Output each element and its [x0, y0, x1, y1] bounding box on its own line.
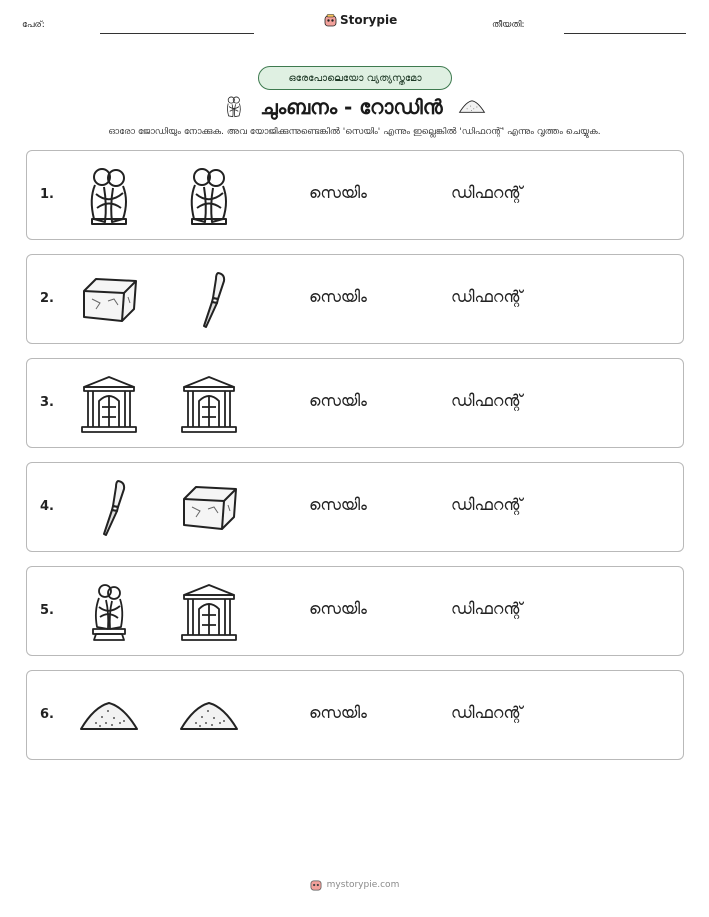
name-label: പേര്: — [22, 20, 45, 30]
different-option[interactable]: ഡിഫറന്റ് — [451, 703, 523, 722]
different-option[interactable]: ഡിഫറന്റ് — [451, 287, 523, 306]
question-row — [26, 254, 684, 344]
date-label: തീയതി: — [492, 20, 525, 30]
chisel-icon — [78, 477, 140, 539]
marble-block-icon — [78, 269, 140, 331]
instructions-text: ഓരോ ജോഡിയും നോക്കുക. അവ യോജിക്കുന്നുണ്ടെങ്കിൽ 'സെയിം' എന്നും ഇല്ലെങ്കിൽ 'ഡിഫറന്റ്' എന്നും വൃത്തം ചെയ്യുക. — [108, 127, 601, 137]
kiss-statue-icon — [178, 165, 240, 227]
date-field-line[interactable] — [564, 33, 686, 34]
question-row — [26, 462, 684, 552]
museum-door-icon — [78, 373, 140, 435]
museum-door-icon — [178, 373, 240, 435]
question-row — [26, 566, 684, 656]
brand-name: Storypie — [340, 13, 398, 27]
same-option[interactable]: സെയിം — [309, 183, 367, 202]
name-field-line[interactable] — [100, 33, 254, 34]
same-option[interactable]: സെയിം — [309, 287, 367, 306]
chisel-icon — [178, 269, 240, 331]
same-option[interactable]: സെയിം — [309, 703, 367, 722]
dust-pile-icon — [178, 685, 240, 747]
storypie-logo-icon — [324, 14, 337, 27]
worksheet-header — [0, 0, 709, 40]
museum-door-icon — [178, 581, 240, 643]
question-number: 5. — [40, 603, 54, 618]
storypie-brand — [324, 13, 397, 27]
footer-url: mystorypie.com — [326, 880, 400, 890]
question-row — [26, 150, 684, 240]
dust-pile-icon — [78, 685, 140, 747]
kiss-statue-icon — [78, 165, 140, 227]
storypie-logo-icon — [310, 879, 322, 891]
page-title: ചുംബനം - റോഡിൻ — [260, 95, 443, 119]
worksheet-type-badge: ഒരേപോലെയോ വ്യത്യസ്തമോ — [258, 66, 452, 90]
question-number: 4. — [40, 499, 54, 514]
same-option[interactable]: സെയിം — [309, 599, 367, 618]
same-option[interactable]: സെയിം — [309, 495, 367, 514]
footer — [0, 879, 709, 891]
different-option[interactable]: ഡിഫറന്റ് — [451, 183, 523, 202]
question-row — [26, 358, 684, 448]
dust-pile-icon — [457, 99, 487, 115]
different-option[interactable]: ഡിഫറന്റ് — [451, 599, 523, 618]
kiss-statue-on-pedestal-icon — [78, 581, 140, 643]
kiss-statue-icon — [222, 93, 246, 121]
question-number: 2. — [40, 291, 54, 306]
question-number: 3. — [40, 395, 54, 410]
title-row — [0, 92, 709, 122]
different-option[interactable]: ഡിഫറന്റ് — [451, 495, 523, 514]
question-row — [26, 670, 684, 760]
different-option[interactable]: ഡിഫറന്റ് — [451, 391, 523, 410]
question-number: 6. — [40, 707, 54, 722]
same-option[interactable]: സെയിം — [309, 391, 367, 410]
question-number: 1. — [40, 187, 54, 202]
marble-block-icon — [178, 477, 240, 539]
